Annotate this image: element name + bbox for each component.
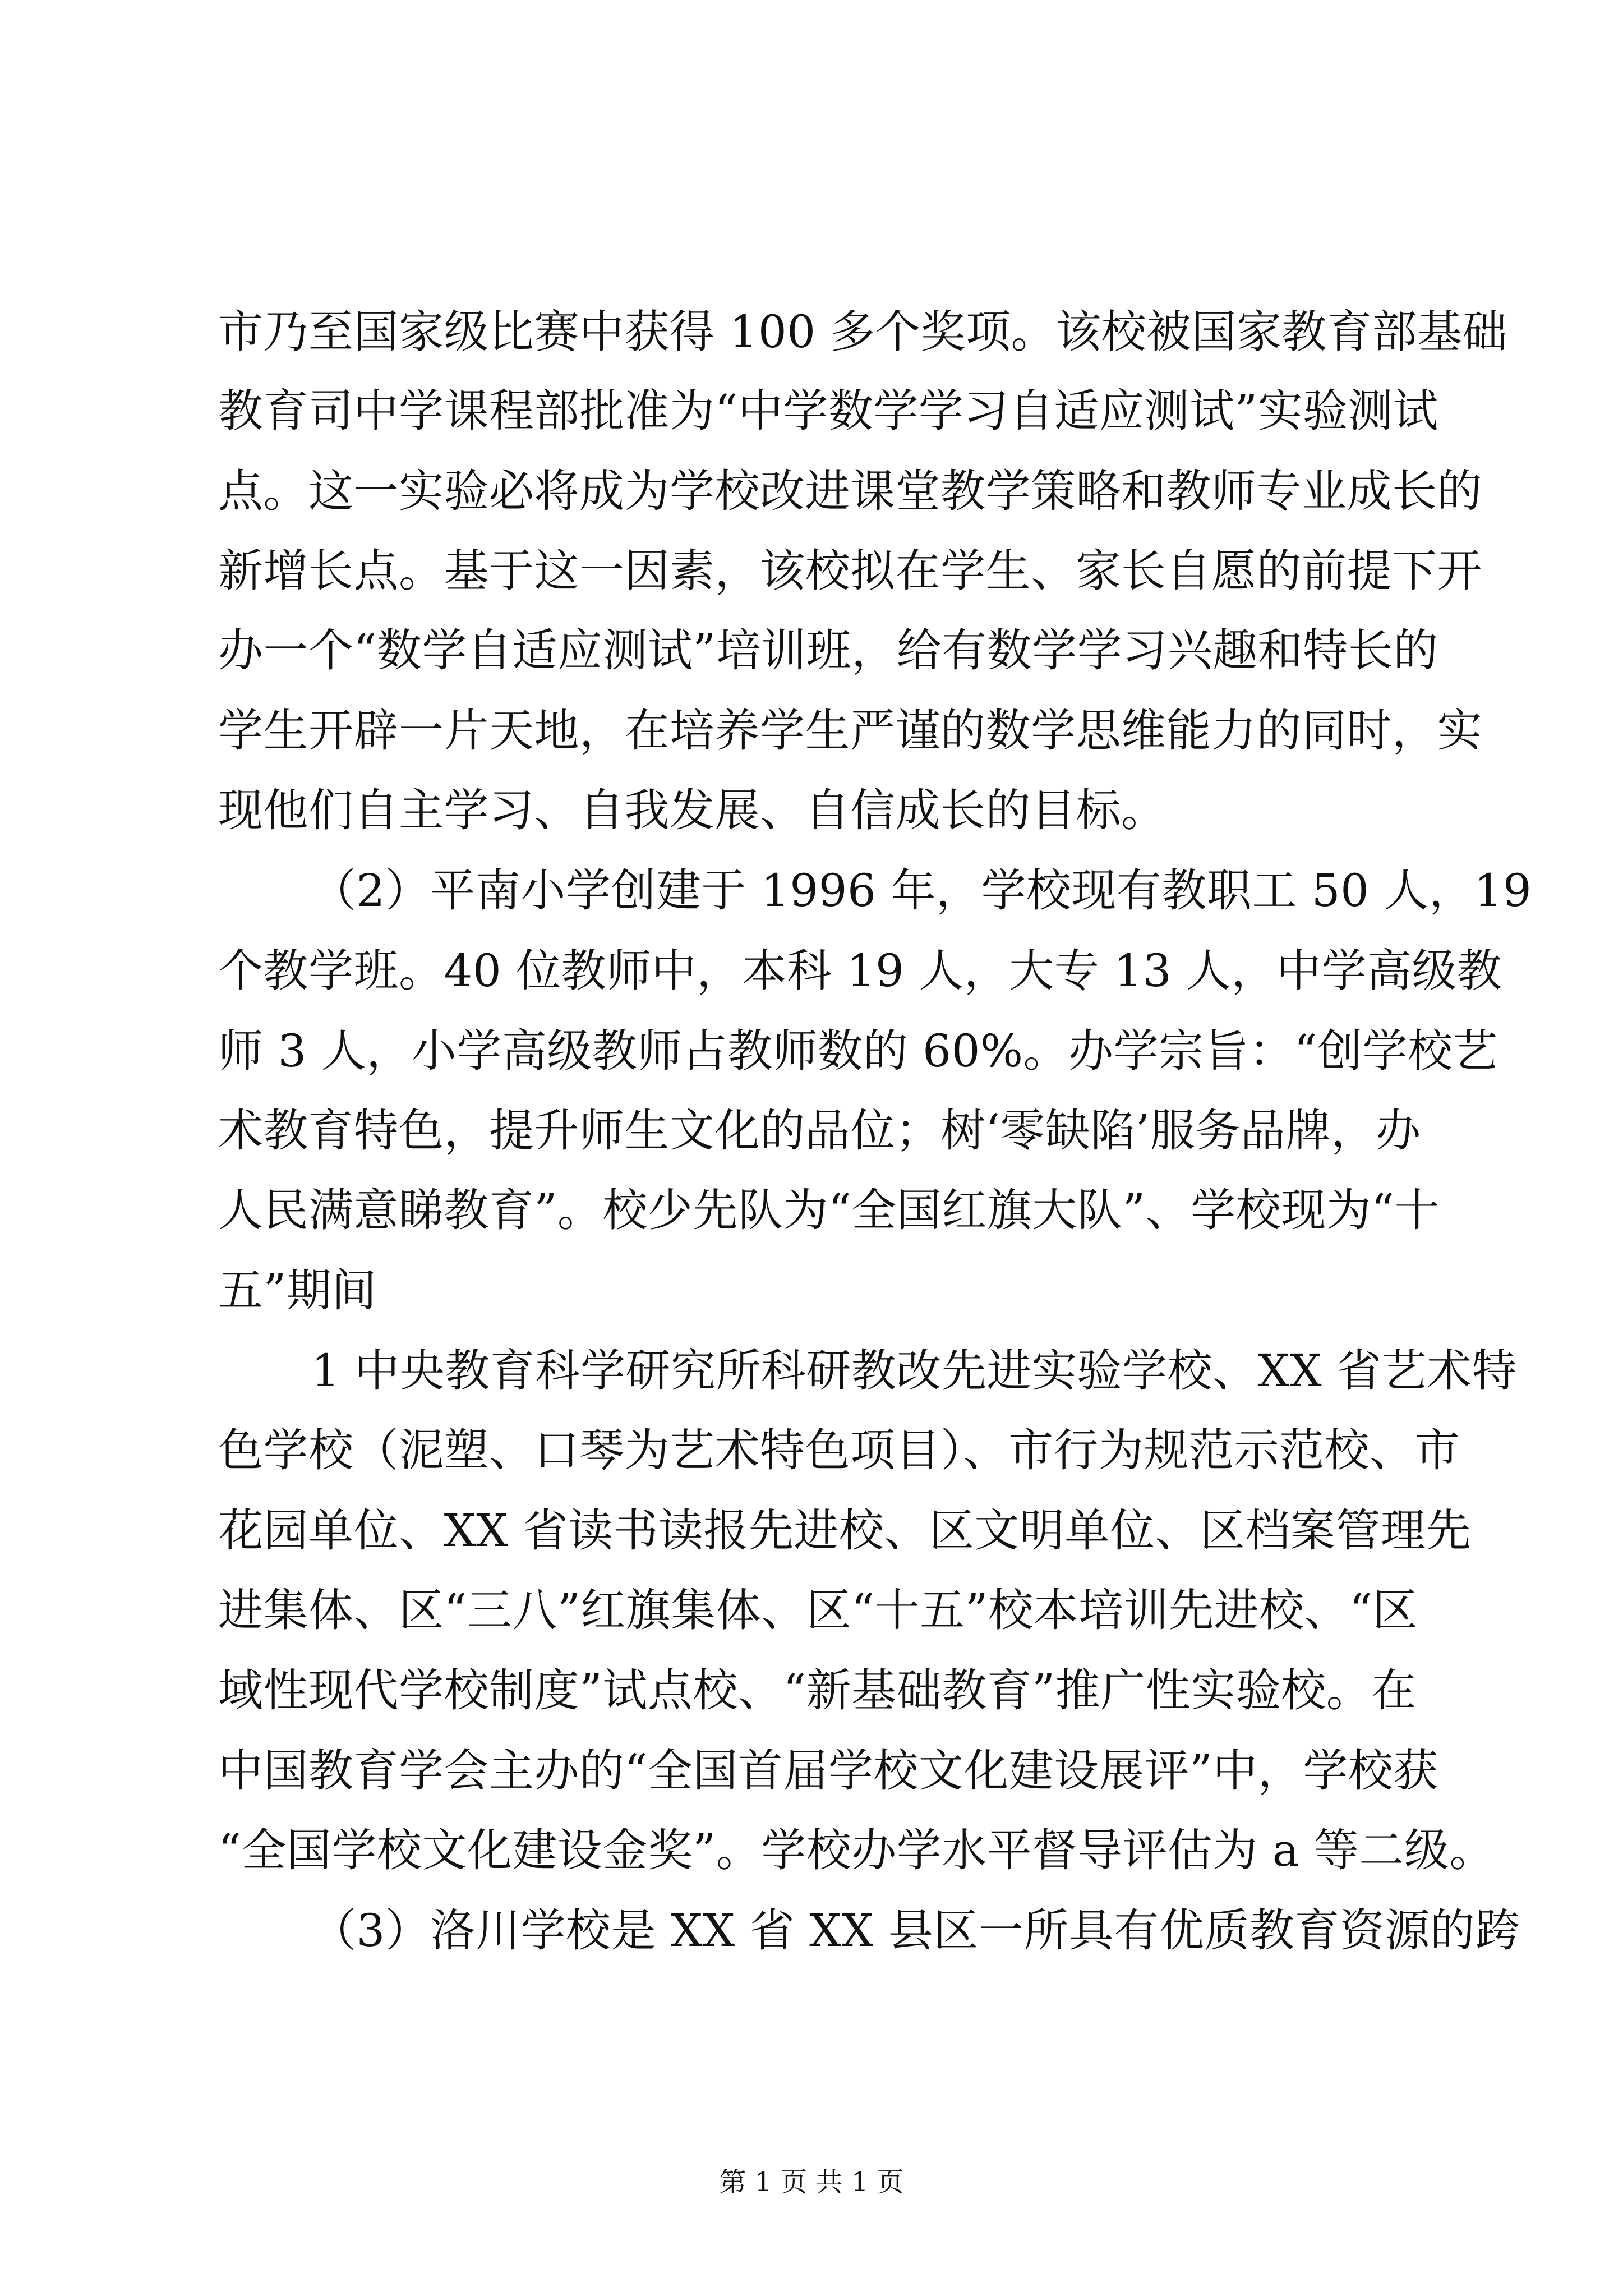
body-text-line: 点。这一实验必将成为学校改进课堂教学策略和教师专业成长的: [218, 465, 1482, 517]
body-text-line: 五”期间: [218, 1264, 377, 1317]
body-text-line: 进集体、区“三八”红旗集体、区“十五”校本培训先进校、“区: [218, 1584, 1418, 1636]
body-text-line: 中国教育学会主办的“全国首届学校文化建设展评”中，学校获: [218, 1745, 1438, 1797]
body-text-line: 师 3 人，小学高级教师占教师数的 60%。办学宗旨：“创学校艺: [218, 1025, 1498, 1077]
body-text-line: 新增长点。基于这一因素，该校拟在学生、家长自愿的前提下开: [218, 545, 1482, 597]
body-text-line: 色学校（泥塑、口琴为艺术特色项目）、市行为规范示范校、市: [218, 1424, 1460, 1476]
body-text-line: 教育司中学课程部批准为“中学数学学习自适应测试”实验测试: [218, 385, 1438, 437]
body-text-line: 个教学班。40 位教师中，本科 19 人，大专 13 人，中学高级教: [218, 945, 1502, 997]
body-text-line: “全国学校文化建设金奖”。学校办学水平督导评估为 a 等二级。: [218, 1824, 1495, 1876]
page-footer: 第 1 页 共 1 页: [719, 2166, 904, 2198]
body-text-line: 人民满意睇教育”。校少先队为“全国红旗大队”、学校现为“十: [218, 1184, 1440, 1236]
paragraph-start-line: 1 中央教育科学研究所科研教改先进实验学校、XX 省艺术特: [311, 1345, 1518, 1397]
body-text-line: 学生开辟一片天地，在培养学生严谨的数学思维能力的同时，实: [218, 705, 1482, 757]
body-text-line: 市乃至国家级比赛中获得 100 多个奖项。该校被国家教育部基础: [218, 306, 1508, 358]
paragraph-start-line: （2）平南小学创建于 1996 年，学校现有教职工 50 人，19: [311, 864, 1532, 917]
body-text-line: 域性现代学校制度”试点校、“新基础教育”推广性实验校。在: [218, 1664, 1417, 1717]
body-text-line: 术教育特色，提升师生文化的品位；树‘零缺陷’服务品牌，办: [218, 1105, 1421, 1157]
body-text-line: 现他们自主学习、自我发展、自信成长的目标。: [218, 784, 1166, 836]
paragraph-start-line: （3）洛川学校是 XX 省 XX 县区一所具有优质教育资源的跨: [311, 1904, 1520, 1957]
body-text-line: 花园单位、XX 省读书读报先进校、区文明单位、区档案管理先: [218, 1504, 1471, 1557]
body-text-line: 办一个“数学自适应测试”培训班，给有数学学习兴趣和特长的: [218, 624, 1438, 677]
